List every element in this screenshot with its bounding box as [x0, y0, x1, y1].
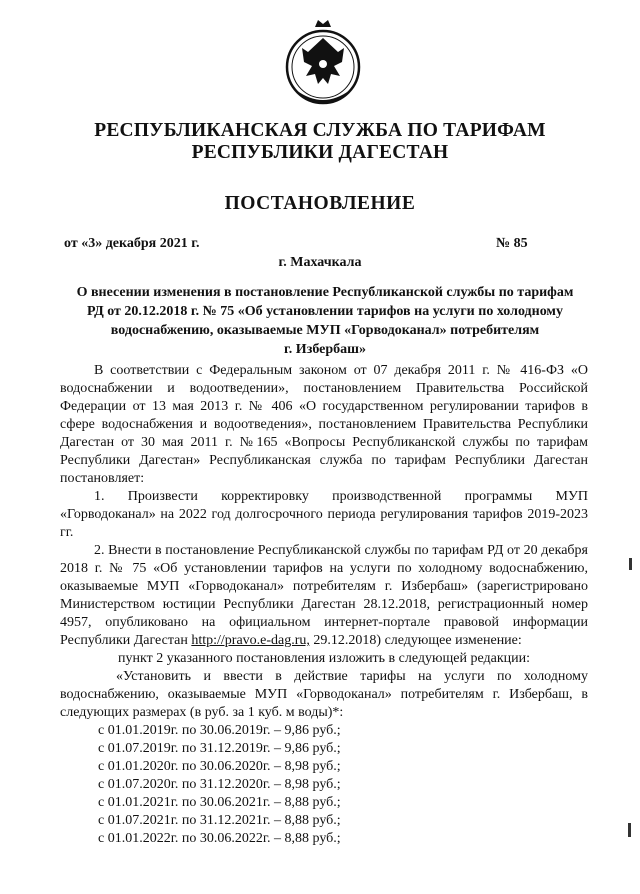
item-2-paragraph — [60, 542, 588, 650]
subject-line: водоснабжению, оказываемые МУП «Горводоканал» потребителям — [110, 323, 540, 338]
pravo-portal-link[interactable]: http://pravo.e-dag.ru, — [191, 633, 310, 648]
scan-artifact-mark — [628, 823, 631, 837]
document-body — [60, 362, 588, 848]
subject-line: РД от 20.12.2018 г. № 75 «Об установлении тарифов на услуги по холодному — [87, 304, 563, 319]
subject-line: г. Избербаш» — [284, 342, 366, 357]
item-2-text-end: 29.12.2018) следующее изменение: — [309, 633, 522, 648]
tariff-item: с 01.01.2021г. по 30.06.2021г. – 8,88 руб.; — [98, 795, 341, 810]
coat-of-arms-emblem — [282, 18, 364, 112]
document-date: от «3» декабря 2021 г. — [64, 236, 200, 251]
tariff-item: с 01.07.2020г. по 31.12.2020г. – 8,98 руб.; — [98, 777, 341, 792]
document-number: № 85 — [496, 236, 528, 251]
document-subject — [60, 283, 590, 359]
tariff-item: с 01.07.2021г. по 31.12.2021г. – 8,88 руб.; — [98, 813, 341, 828]
document-city: г. Махачкала — [278, 255, 362, 270]
tariff-item: с 01.01.2020г. по 30.06.2020г. – 8,98 руб.; — [98, 759, 341, 774]
tariff-item: с 01.01.2022г. по 30.06.2022г. – 8,88 руб.; — [98, 831, 341, 846]
organization-name-line2: РЕСПУБЛИКИ ДАГЕСТАН — [191, 142, 449, 163]
subject-line: О внесении изменения в постановление Республиканской службы по тарифам — [76, 285, 574, 300]
tariff-item: с 01.07.2019г. по 31.12.2019г. – 9,86 руб.; — [98, 741, 341, 756]
document-type-title: ПОСТАНОВЛЕНИЕ — [224, 193, 416, 214]
tariff-item: с 01.01.2019г. по 30.06.2019г. – 9,86 руб.; — [98, 723, 341, 738]
scan-artifact-mark — [629, 558, 632, 570]
item-2-text: 2. Внести в постановление Республиканской службы по тарифам РД от 20 декабря 2018 г. № 75 «Об установлении тарифов на услуги по холодному водоснабжению, оказываемые МУП «Горводоканал» потребителям г. Избербаш» (зарегистрировано Министерством юстиции Республики Дагестан 28.12.2018, регистрационный номер 4957, опубликовано на официальном интернет-портале правовой информации Республики Дагестан — [60, 543, 588, 648]
quoted-paragraph: «Установить и ввести в действие тарифы на услуги по холодному водоснабжению, оказываемые МУП «Горводоканал» потребителям г. Избербаш, в следующих размерах (в руб. за 1 куб. м воды)*: — [60, 669, 588, 720]
intro-paragraph: В соответствии с Федеральным законом от 07 декабря 2011 г. № 416-ФЗ «О водоснабжении и водоотведении», постановлением Правительства Российской Федерации от 13 мая 2013 г. № 406 «О государственном регулировании тарифов в сфере водоснабжения и водоотведения», постановлением Правительства Республики Дагестан от 30 мая 2011 г. №165 «Вопросы Республиканской службы по тарифам Республики Дагестан» Республиканская служба по тарифам Республики Дагестан постановляет: — [60, 363, 588, 486]
item-1-paragraph: 1. Произвести корректировку производственной программы МУП «Горводоканал» на 2022 год долгосрочного периода регулирования тарифов 2019-2023 гг. — [60, 489, 588, 540]
point-instruction: пункт 2 указанного постановления изложить в следующей редакции: — [117, 651, 530, 666]
organization-name-line1: РЕСПУБЛИКАНСКАЯ СЛУЖБА ПО ТАРИФАМ — [94, 120, 546, 141]
tariff-list — [60, 722, 588, 848]
